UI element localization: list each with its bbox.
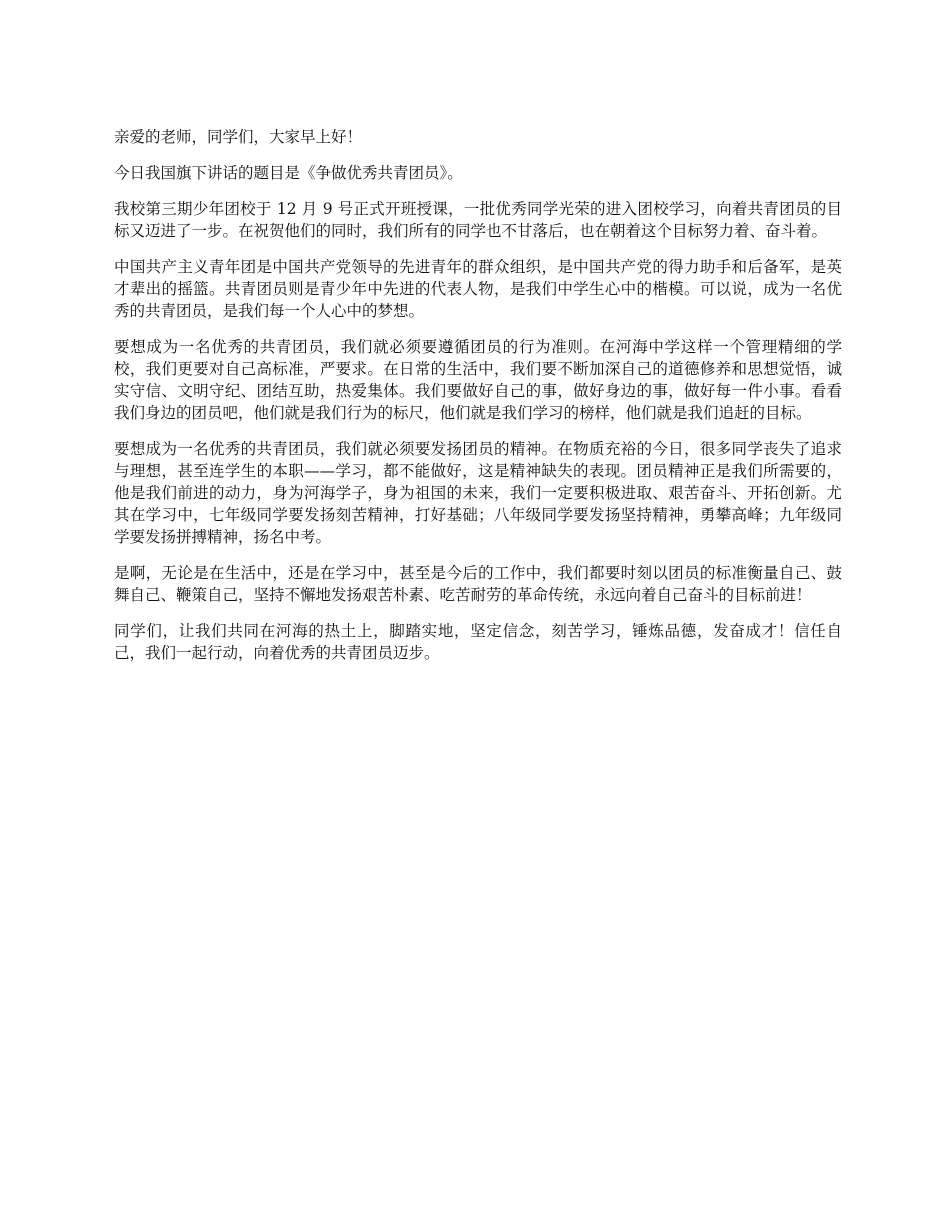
topic-paragraph: 今日我国旗下讲话的题目是《争做优秀共青团员》。 bbox=[114, 164, 463, 182]
body-paragraph: 是啊，无论是在生活中，还是在学习中，甚至是今后的工作中，我们都要时刻以团员的标准衡量自己、鼓舞自己、鞭策自己，坚持不懈地发扬艰苦朴素、吃苦耐劳的革命传统，永远向着自己奋斗的目标前进！ bbox=[114, 564, 842, 604]
body-paragraph: 我校第三期少年团校于 12 月 9 号正式开班授课，一批优秀同学光荣的进入团校学习，向着共青团员的目标又迈进了一步。在祝贺他们的同时，我们所有的同学也不甘落后，也在朝着这个目标努力着、奋斗着。 bbox=[114, 200, 842, 240]
closing-paragraph: 同学们，让我们共同在河海的热土上，脚踏实地，坚定信念，刻苦学习，锤炼品德，发奋成才！信任自己，我们一起行动，向着优秀的共青团员迈步。 bbox=[114, 622, 842, 662]
body-paragraph: 要想成为一名优秀的共青团员，我们就必须要遵循团员的行为准则。在河海中学这样一个管理精细的学校，我们更要对自己高标准，严要求。在日常的生活中，我们要不断加深自己的道德修养和思想觉悟，诚实守信、文明守纪、团结互助，热爱集体。我们要做好自己的事，做好身边的事，做好每一件小事。看看我们身边的团员吧，他们就是我们行为的标尺，他们就是我们学习的榜样，他们就是我们追赶的目标。 bbox=[114, 338, 842, 422]
greeting-paragraph: 亲爱的老师，同学们，大家早上好！ bbox=[114, 128, 363, 146]
body-paragraph: 中国共产主义青年团是中国共产党领导的先进青年的群众组织，是中国共产党的得力助手和后备军，是英才辈出的摇篮。共青团员则是青少年中先进的代表人物，是我们中学生心中的楷模。可以说，成为一名优秀的共青团员，是我们每一个人心中的梦想。 bbox=[114, 258, 842, 320]
document-body bbox=[114, 126, 842, 678]
body-paragraph: 要想成为一名优秀的共青团员，我们就必须要发扬团员的精神。在物质充裕的今日，很多同学丧失了追求与理想，甚至连学生的本职——学习，都不能做好，这是精神缺失的表现。团员精神正是我们所需要的，他是我们前进的动力，身为河海学子，身为祖国的未来，我们一定要积极进取、艰苦奋斗、开拓创新。尤其在学习中，七年级同学要发扬刻苦精神，打好基础；八年级同学要发扬坚持精神，勇攀高峰；九年级同学要发扬拼搏精神，扬名中考。 bbox=[114, 440, 842, 546]
